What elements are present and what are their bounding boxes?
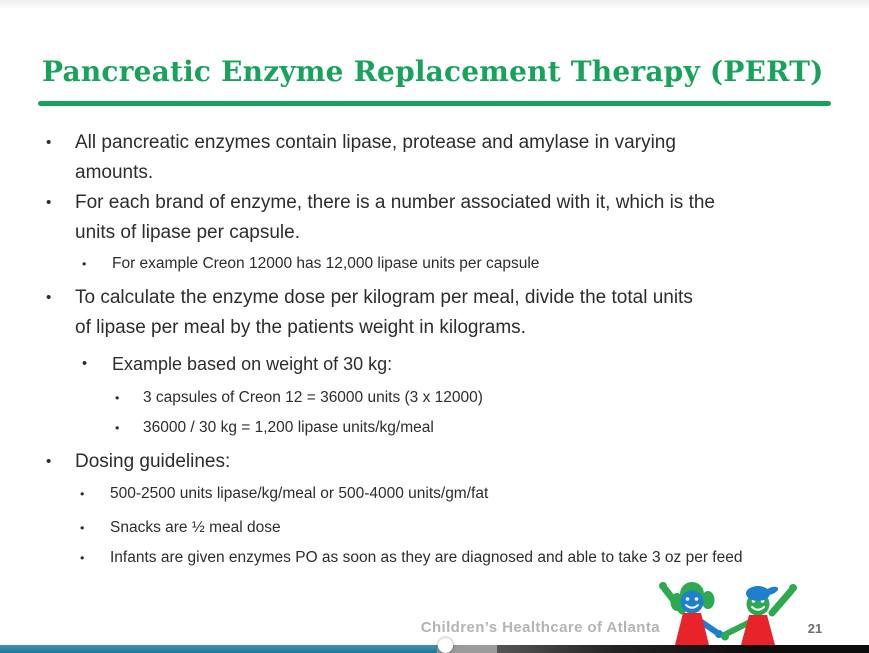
page-title: Pancreatic Enzyme Replacement Therapy (PERT) [42, 54, 824, 88]
bullet-marker: • [82, 257, 87, 271]
bullet-text: Snacks are ½ meal dose [110, 519, 281, 536]
bullet-text: of lipase per meal by the patients weight in kilograms. [75, 317, 526, 338]
bullet-item [46, 188, 715, 248]
bullet-marker: • [80, 487, 85, 501]
bullet-text: Dosing guidelines: [75, 451, 231, 472]
bullet-item [115, 416, 434, 440]
title-divider [38, 101, 831, 106]
top-edge-strip [0, 0, 869, 8]
brand-wordmark: Children’s Healthcare of Atlanta [420, 619, 660, 636]
bullet-text: For each brand of enzyme, there is a number associated with it, which is the [75, 192, 715, 213]
bullet-marker: • [115, 391, 120, 405]
bullet-text: Infants are given enzymes PO as soon as they are diagnosed and able to take 3 oz per feed [110, 549, 743, 566]
bullet-item [46, 128, 676, 188]
bullet-text: units of lipase per capsule. [75, 222, 300, 243]
bullet-item [80, 546, 742, 570]
bullet-text: 36000 / 30 kg = 1,200 lipase units/kg/meal [143, 419, 434, 436]
children-healthcare-kids-logo-icon [652, 577, 804, 645]
bullet-marker: • [46, 453, 52, 470]
bullet-text: 500-2500 units lipase/kg/meal or 500-4000 units/gm/fat [110, 485, 489, 502]
scrubber-played-segment [0, 645, 437, 653]
bullet-text: amounts. [75, 162, 154, 183]
playhead-knob[interactable] [438, 638, 453, 653]
slide-page-number: 21 [807, 621, 823, 636]
bullet-marker: • [80, 521, 85, 535]
bullet-marker: • [82, 356, 88, 372]
bullet-text: To calculate the enzyme dose per kilogram per meal, divide the total units [75, 287, 693, 308]
bullet-text: For example Creon 12000 has 12,000 lipase units per capsule [112, 255, 540, 272]
bullet-marker: • [115, 421, 120, 435]
bullet-marker: • [80, 551, 85, 565]
bullet-marker: • [46, 194, 52, 211]
bullet-text: 3 capsules of Creon 12 = 36000 units (3 x 12000) [143, 389, 483, 406]
bullet-marker: • [46, 134, 52, 151]
video-scrubber[interactable] [0, 645, 869, 653]
bullet-item [82, 252, 539, 276]
bullet-item [46, 447, 230, 477]
bullet-item [46, 283, 693, 343]
bullet-item [80, 516, 281, 540]
bullet-text: All pancreatic enzymes contain lipase, protease and amylase in varying [75, 132, 676, 153]
bullet-text: Example based on weight of 30 kg: [112, 354, 393, 374]
bullet-item [80, 482, 488, 506]
scrubber-remaining-segment [497, 645, 869, 653]
bullet-item [82, 351, 392, 377]
bullet-marker: • [46, 289, 52, 306]
bullet-item [115, 386, 483, 410]
